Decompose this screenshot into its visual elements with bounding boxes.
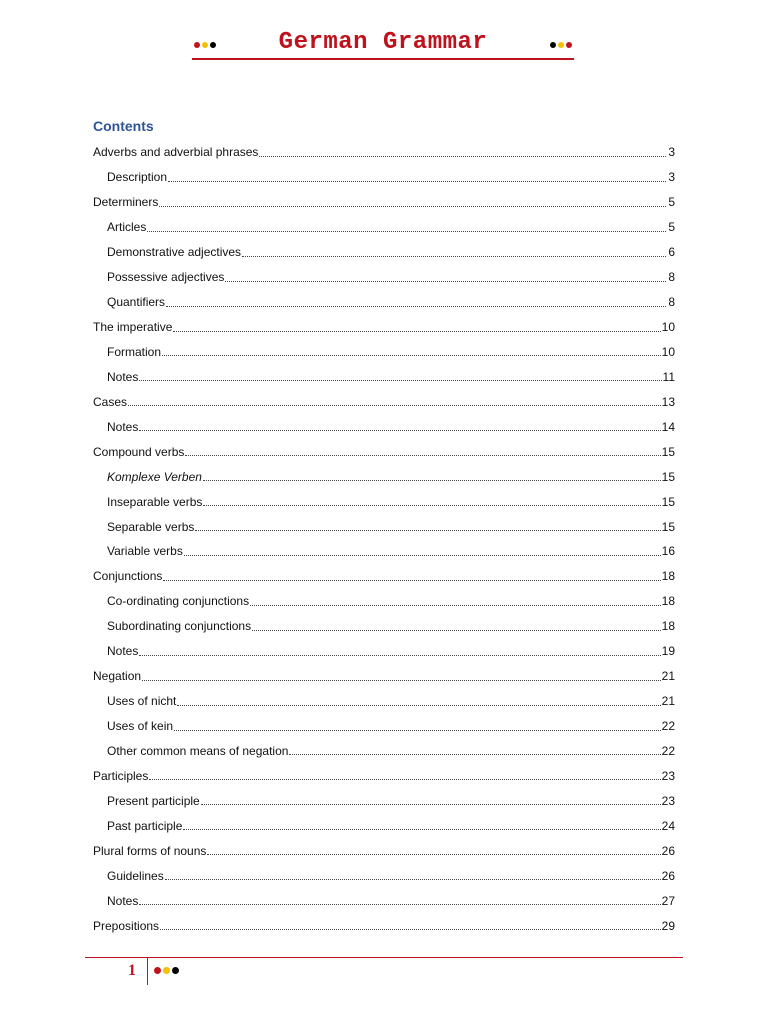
- red-dot-icon: [154, 967, 161, 974]
- toc-entry[interactable]: [93, 714, 675, 739]
- toc-entry-page: 15: [661, 469, 675, 484]
- toc-entry[interactable]: [93, 813, 675, 838]
- toc-entry-label: Description: [107, 170, 168, 185]
- toc-entry-label: Co-ordinating conjunctions: [107, 594, 250, 609]
- toc-entry-label: Present participle: [107, 793, 200, 808]
- document-title: German Grammar: [278, 29, 488, 56]
- toc-dot-leader: [201, 804, 661, 805]
- toc-entry[interactable]: [93, 165, 675, 190]
- toc-dot-leader: [242, 256, 666, 257]
- toc-dot-leader: [159, 206, 666, 207]
- toc-dot-leader: [195, 530, 660, 531]
- toc-entry-page: 23: [661, 768, 675, 783]
- toc-entry-page: 18: [661, 594, 675, 609]
- toc-entry-label: Notes: [107, 644, 139, 659]
- toc-entry-page: 26: [661, 868, 675, 883]
- page-number: 1: [128, 962, 136, 979]
- toc-entry-label: Other common means of negation: [107, 743, 289, 758]
- toc-entry[interactable]: [93, 140, 675, 165]
- toc-entry[interactable]: [93, 539, 675, 564]
- toc-entry-label: Prepositions: [93, 918, 160, 933]
- toc-entry-label: Compound verbs: [93, 444, 185, 459]
- toc-entry-label: Notes: [107, 369, 139, 384]
- toc-entry-page: 8: [668, 295, 675, 310]
- toc-entry-page: 26: [661, 843, 675, 858]
- toc-entry[interactable]: [93, 913, 675, 938]
- header-dots-right: [550, 42, 572, 48]
- footer-vertical-divider: [147, 957, 148, 985]
- toc-dot-leader: [168, 181, 666, 182]
- toc-dot-leader: [139, 380, 661, 381]
- toc-dot-leader: [289, 754, 660, 755]
- toc-entry-page: 15: [661, 494, 675, 509]
- toc-entry-label: The imperative: [93, 320, 173, 335]
- toc-dot-leader: [139, 655, 660, 656]
- toc-dot-leader: [142, 680, 661, 681]
- toc-entry[interactable]: [93, 564, 675, 589]
- toc-entry-page: 22: [661, 743, 675, 758]
- toc-entry[interactable]: [93, 614, 675, 639]
- black-dot-icon: [172, 967, 179, 974]
- toc-entry-page: 27: [661, 893, 675, 908]
- toc-entry[interactable]: [93, 290, 675, 315]
- toc-entry[interactable]: [93, 689, 675, 714]
- toc-entry-label: Demonstrative adjectives: [107, 245, 242, 260]
- toc-entry-label: Conjunctions: [93, 569, 163, 584]
- toc-entry-label: Komplexe Verben: [107, 469, 202, 484]
- toc-entry[interactable]: [93, 464, 675, 489]
- toc-entry-label: Formation: [107, 344, 162, 359]
- toc-entry-page: 18: [661, 569, 675, 584]
- toc-entry-page: 3: [668, 145, 675, 160]
- toc-entry-page: 15: [661, 519, 675, 534]
- toc-entry-page: 19: [661, 644, 675, 659]
- toc-entry-page: 22: [661, 719, 675, 734]
- toc-entry-label: Subordinating conjunctions: [107, 619, 252, 634]
- toc-entry-label: Plural forms of nouns: [93, 843, 207, 858]
- toc-entry-page: 24: [661, 818, 675, 833]
- toc-entry-page: 5: [668, 195, 675, 210]
- yellow-dot-icon: [163, 967, 170, 974]
- toc-entry[interactable]: [93, 414, 675, 439]
- toc-entry-label: Cases: [93, 394, 128, 409]
- toc-entry[interactable]: [93, 240, 675, 265]
- footer-dots: [154, 967, 179, 974]
- toc-entry-page: 6: [668, 245, 675, 260]
- toc-dot-leader: [173, 331, 660, 332]
- toc-dot-leader: [128, 405, 661, 406]
- toc-entry[interactable]: [93, 439, 675, 464]
- toc-entry-label: Notes: [107, 893, 139, 908]
- toc-entry[interactable]: [93, 589, 675, 614]
- toc-dot-leader: [207, 854, 660, 855]
- toc-dot-leader: [147, 231, 666, 232]
- toc-entry-page: 11: [662, 369, 675, 384]
- toc-entry-page: 29: [661, 918, 675, 933]
- toc-dot-leader: [250, 605, 661, 606]
- toc-entry-label: Uses of nicht: [107, 694, 177, 709]
- yellow-dot-icon: [558, 42, 564, 48]
- toc-entry[interactable]: [93, 315, 675, 340]
- toc-dot-leader: [163, 580, 660, 581]
- toc-dot-leader: [252, 630, 661, 631]
- toc-entry-label: Separable verbs: [107, 519, 195, 534]
- contents-heading: Contents: [93, 118, 154, 134]
- toc-dot-leader: [149, 779, 660, 780]
- toc-dot-leader: [139, 430, 660, 431]
- toc-entry[interactable]: [93, 838, 675, 863]
- toc-dot-leader: [185, 455, 660, 456]
- toc-dot-leader: [225, 281, 666, 282]
- toc-entry[interactable]: [93, 364, 675, 389]
- table-of-contents: [93, 140, 675, 938]
- toc-entry-label: Past participle: [107, 818, 183, 833]
- toc-entry-label: Articles: [107, 220, 147, 235]
- document-header: [192, 28, 574, 60]
- toc-entry-label: Quantifiers: [107, 295, 166, 310]
- toc-dot-leader: [165, 879, 661, 880]
- toc-entry-label: Variable verbs: [107, 544, 183, 559]
- toc-dot-leader: [166, 306, 666, 307]
- toc-entry[interactable]: [93, 664, 675, 689]
- toc-entry[interactable]: [93, 763, 675, 788]
- toc-entry-label: Inseparable verbs: [107, 494, 203, 509]
- toc-dot-leader: [160, 929, 661, 930]
- toc-dot-leader: [177, 705, 660, 706]
- toc-entry[interactable]: [93, 514, 675, 539]
- toc-entry-page: 10: [661, 344, 675, 359]
- toc-entry-label: Possessive adjectives: [107, 270, 225, 285]
- toc-dot-leader: [139, 904, 660, 905]
- toc-entry[interactable]: [93, 489, 675, 514]
- toc-entry[interactable]: [93, 888, 675, 913]
- toc-dot-leader: [203, 480, 661, 481]
- toc-entry-page: 23: [661, 793, 675, 808]
- toc-entry[interactable]: [93, 215, 675, 240]
- toc-entry[interactable]: [93, 389, 675, 414]
- toc-entry-page: 10: [661, 320, 675, 335]
- toc-dot-leader: [174, 730, 661, 731]
- toc-entry-page: 14: [661, 419, 675, 434]
- toc-entry[interactable]: [93, 639, 675, 664]
- toc-dot-leader: [162, 355, 661, 356]
- toc-entry-page: 15: [661, 444, 675, 459]
- toc-entry-label: Adverbs and adverbial phrases: [93, 145, 259, 160]
- toc-entry-label: Uses of kein: [107, 719, 174, 734]
- toc-entry-page: 16: [661, 544, 675, 559]
- toc-entry-label: Guidelines: [107, 868, 164, 883]
- toc-dot-leader: [203, 505, 660, 506]
- toc-dot-leader: [259, 156, 666, 157]
- toc-entry-page: 18: [661, 619, 675, 634]
- footer-divider: [85, 957, 683, 958]
- toc-entry-page: 5: [668, 220, 675, 235]
- toc-entry[interactable]: [93, 788, 675, 813]
- toc-entry-page: 21: [661, 694, 675, 709]
- toc-entry-label: Negation: [93, 669, 142, 684]
- toc-entry-label: Participles: [93, 768, 149, 783]
- toc-entry-page: 13: [661, 394, 675, 409]
- toc-entry[interactable]: [93, 739, 675, 764]
- toc-entry-page: 8: [668, 270, 675, 285]
- toc-entry[interactable]: [93, 863, 675, 888]
- toc-entry-label: Notes: [107, 419, 139, 434]
- toc-entry[interactable]: [93, 190, 675, 215]
- toc-entry-page: 3: [668, 170, 675, 185]
- black-dot-icon: [550, 42, 556, 48]
- toc-entry-label: Determiners: [93, 195, 159, 210]
- red-dot-icon: [566, 42, 572, 48]
- toc-entry[interactable]: [93, 340, 675, 365]
- toc-entry[interactable]: [93, 265, 675, 290]
- toc-entry-page: 21: [661, 669, 675, 684]
- toc-dot-leader: [184, 555, 661, 556]
- toc-dot-leader: [183, 829, 660, 830]
